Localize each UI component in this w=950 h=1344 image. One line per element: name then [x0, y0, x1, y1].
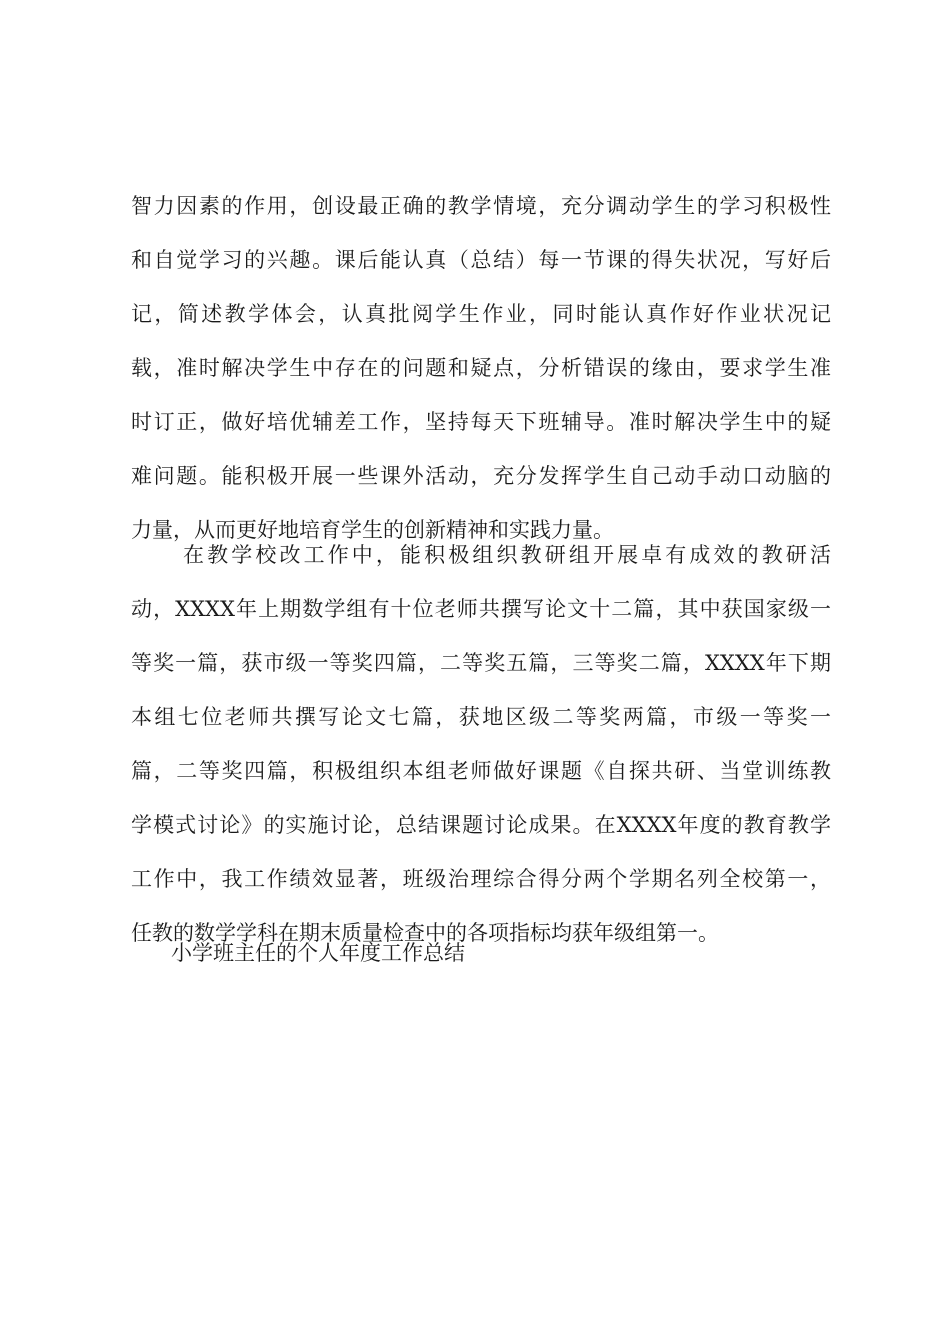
section-heading: 小学班主任的个人年度工作总结 — [171, 941, 465, 965]
paragraph-line: 智力因素的作用，创设最正确的教学情境，充分调动学生的学习积极性 — [131, 194, 831, 218]
paragraph-2 — [131, 528, 831, 960]
paragraph-line: 任教的数学学科在期末质量检查中的各项指标均获年级组第一。 — [131, 921, 719, 945]
paragraph-line: 在教学校改工作中，能积极组织教研组开展卓有成效的教研活 — [183, 543, 831, 567]
paragraph-line: 学模式讨论》的实施讨论，总结课题讨论成果。在XXXX年度的教育教学 — [131, 813, 831, 837]
paragraph-line: 时订正，做好培优辅差工作，坚持每天下班辅导。准时解决学生中的疑 — [131, 410, 831, 434]
paragraph-line: 工作中，我工作绩效显著，班级治理综合得分两个学期名列全校第一， — [131, 867, 831, 891]
paragraph-line: 和自觉学习的兴趣。课后能认真（总结）每一节课的得失状况，写好后 — [131, 248, 831, 272]
paragraph-line: 动，XXXX年上期数学组有十位老师共撰写论文十二篇，其中获国家级一 — [131, 597, 831, 621]
paragraph-line: 载，准时解决学生中存在的问题和疑点，分析错误的缘由，要求学生准 — [131, 356, 831, 380]
paragraph-line: 等奖一篇，获市级一等奖四篇，二等奖五篇，三等奖二篇，XXXX年下期 — [131, 651, 831, 675]
paragraph-1 — [131, 179, 831, 557]
paragraph-line: 记，简述教学体会，认真批阅学生作业，同时能认真作好作业状况记 — [131, 302, 831, 326]
paragraph-line: 篇，二等奖四篇，积极组织本组老师做好课题《自探共研、当堂训练教 — [131, 759, 831, 783]
paragraph-line: 难问题。能积极开展一些课外活动，充分发挥学生自己动手动口动脑的 — [131, 464, 831, 488]
paragraph-line: 力量，从而更好地培育学生的创新精神和实践力量。 — [131, 518, 614, 542]
paragraph-line: 本组七位老师共撰写论文七篇，获地区级二等奖两篇，市级一等奖一 — [131, 705, 831, 729]
